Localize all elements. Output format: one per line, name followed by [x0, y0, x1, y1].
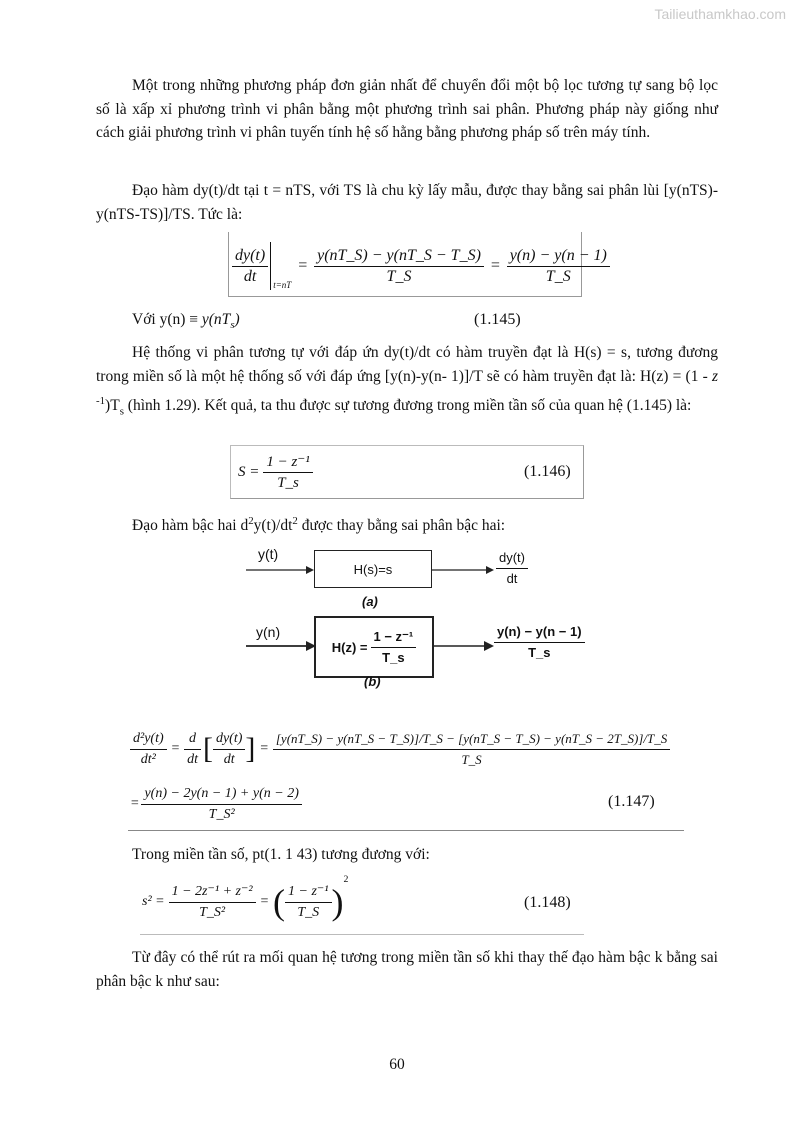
figure-b-caption: (b): [364, 674, 381, 689]
paragraph-transfer-function: Hệ thống vi phân tương tự với đáp ứn dy(t)/dt có hàm truyền đạt là H(s) = s, tương đương trong miền số là một hệ thống số với đáp ứng [y(n)-y(n- 1)]/T sẽ có hàm truyền đạt là: H(z) = (1 - z $^{-1})T_s$ (hình 1.29). Kết quả, ta thu được sự tương đương trong miền tần số của quan hệ (1.145) là:: [96, 344, 718, 418]
figure-b-output: $\frac{y(n) - y(n - 1)}{T\_s}$: [494, 622, 585, 663]
equation-number-1-146: (1.146): [524, 463, 571, 480]
equation-1-146: S = $\frac{\text{1 − z⁻¹}}{T\_s}$: [238, 448, 313, 496]
figure-a-caption: (a): [362, 594, 378, 609]
eq145-rhs-den: T_S: [545, 267, 571, 285]
figure-b-input-label: y(n): [256, 624, 281, 640]
eq145-rhs-num: y(n) − y(n − 1): [507, 246, 610, 267]
equation-number-1-145: (1.145): [474, 311, 521, 328]
figure-a-output: $\frac{dy(t)}{dt}$: [496, 548, 528, 589]
figure-a-block: H(s)=s: [314, 550, 432, 588]
equation-number-1-147: (1.147): [608, 793, 655, 810]
equation-1-147-rule: [128, 830, 684, 831]
equation-1-148-rule: [140, 934, 584, 935]
equation-1-148: s² = $\frac{\text{1 − 2z⁻¹ + z⁻²}}{\text{T\_S²}}$ = ( $\frac{\text{1 − z⁻¹}}{T\_S}$ ) $^2$: [142, 874, 349, 922]
watermark: Tailieuthamkhao.com: [654, 6, 786, 22]
page-number: 60: [389, 1056, 405, 1073]
paragraph-second-derivative: Đạo hàm bậc hai $d^2y(t)/dt^2$ được thay bằng sai phân bậc hai:: [132, 515, 506, 535]
equation-1-145: $\frac{dy(t)}{dt}$ t=nT = $\frac{y(nT\_S) - y(nT\_S - T\_S)}{T\_S}$ = $\frac{y(n) - y(n - 1)}{T\_S}$: [232, 238, 610, 294]
equation-1-147-result: = $\frac{y(n) - 2y(n - 1) + y(n - 2)}{\text{T\_S²}}$: [130, 780, 302, 828]
eq145-eval: t=nT: [273, 280, 292, 290]
eq145-mid-den: T_S: [386, 267, 412, 285]
paragraph-intro: Một trong những phương pháp đơn giản nhất để chuyển đổi một bộ lọc tương tự sang bộ lọc số là xấp xỉ phương trình vi phân bằng một phương trình sai phân. Phương pháp này giống như cách giải phương trình vi phân tuyến tính hệ số hằng bằng phương pháp số trên máy tính.: [96, 77, 718, 141]
eq145-lhs-num: dy(t): [232, 246, 268, 267]
figure-b-block: H(z) = $\frac{\text{1 − z⁻¹}}{T\_s}$: [314, 616, 434, 678]
figure-a-input-label: y(t): [258, 546, 279, 562]
equation-1-147: $\frac{\text{d²y(t)}}{\text{dt²}}$ = $\frac{d}{dt}$ [ $\frac{dy(t)}{dt}$ ] = [y(nT_S) − y(nT_S − T_S)]/T_S − [y(nT_S − T_S) − y(nT_S − 2T_S)]/T_S T_S: [130, 724, 682, 774]
equation-number-1-148: (1.148): [524, 894, 571, 911]
definition-line: Với $y(n) \equiv y(nT_s)$: [132, 311, 240, 332]
paragraph-conclusion: Từ đây có thể rút ra mối quan hệ tương trong miền tần số khi thay thế đạo hàm bậc k bằng sai phân bậc k như sau:: [96, 949, 718, 990]
paragraph-derivative: Đạo hàm dy(t)/dt tại t = nTS, với TS là chu kỳ lấy mẫu, được thay bằng sai phân lùi [y(nTS)-y(nTS-TS)]/TS. Tức là:: [96, 182, 718, 223]
eq145-mid-num: y(nT_S) − y(nT_S − T_S): [314, 246, 484, 267]
paragraph-frequency-domain: Trong miền tần số, pt(1. 1 43) tương đương với:: [132, 846, 430, 863]
eq145-lhs-den: dt: [243, 267, 257, 285]
